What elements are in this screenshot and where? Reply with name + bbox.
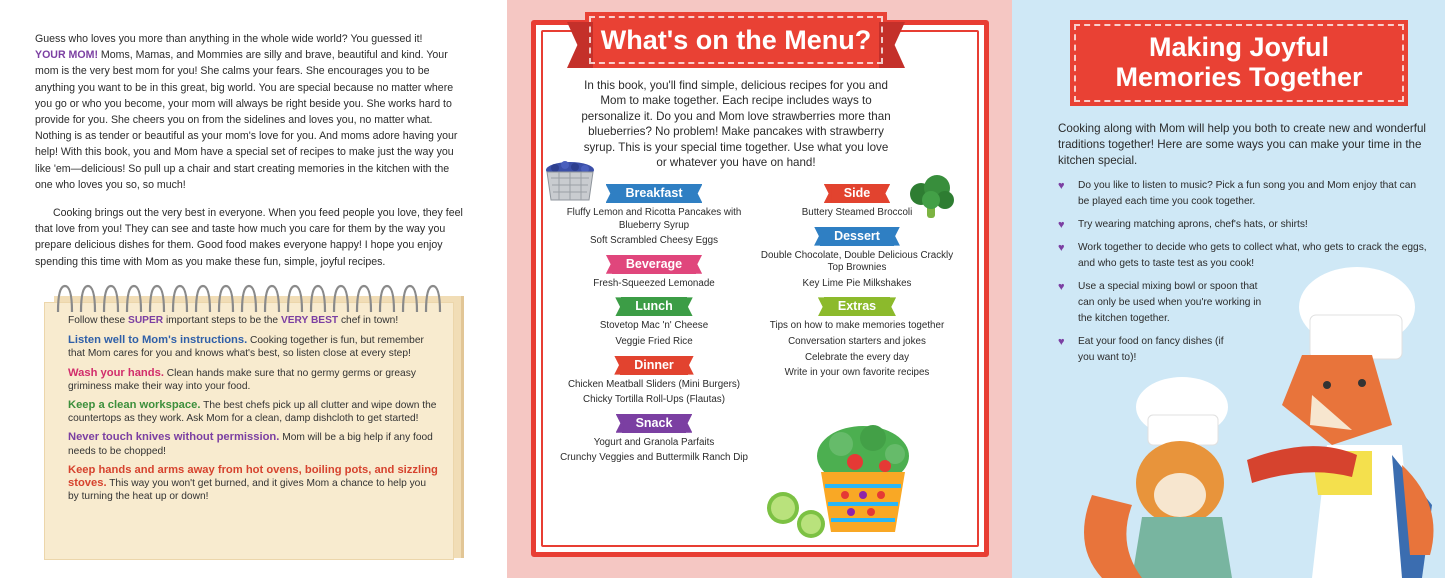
step-title: Wash your hands. xyxy=(68,366,164,379)
salad-bowl-illustration xyxy=(755,420,925,540)
category-label: Snack xyxy=(622,414,687,433)
menu-item: Veggie Fried Rice xyxy=(615,335,693,347)
heart-icon: ♥ xyxy=(1058,281,1065,293)
category-label: Dinner xyxy=(620,356,688,375)
your-mom-highlight: YOUR MOM! xyxy=(35,49,98,62)
notepad-spiral xyxy=(48,282,448,316)
category-label: Dessert xyxy=(820,227,894,246)
menu-page xyxy=(507,0,1012,578)
intro-paragraph-1 xyxy=(35,31,465,193)
category-label: Beverage xyxy=(612,255,696,274)
chef-steps xyxy=(68,314,438,509)
category-label: Extras xyxy=(824,297,890,316)
intro-p1-rest: Moms, Mamas, and Mommies are silly and brave, beautiful and kind. Your mom is the very best mom for you! She calms your fears. She encourages you to be anything you want to be in this great, big world. You are special because no matter where you go or who you become, your mom will always be right beside you. She works hard to provide for you. She cheers you on from the sidelines and loves you, no matter what. Nothing is as tender or beautiful as your mom's love for you. And moms adore having your help! With this book, you and Mom have a special set of recipes to make just the way you like 'em—delicious! So pull up a chair and start creating memories in the kitchen with the one who loves you so, so much! xyxy=(35,49,458,191)
tip-text: Try wearing matching aprons, chef's hats, or shirts! xyxy=(1078,219,1308,230)
menu-item: Buttery Steamed Broccoli xyxy=(801,207,913,218)
menu-category-beverage xyxy=(559,255,749,291)
menu-item: Crunchy Veggies and Buttermilk Ranch Dip xyxy=(560,452,748,464)
heart-icon: ♥ xyxy=(1058,242,1065,254)
memories-title-banner xyxy=(1070,20,1408,106)
fox-chefs-illustration xyxy=(1072,255,1445,578)
memories-title-line-1: Making Joyful xyxy=(1148,32,1330,62)
step-clean xyxy=(68,399,438,425)
category-label: Breakfast xyxy=(612,184,697,203)
menu-category-dinner xyxy=(559,356,749,407)
category-label: Lunch xyxy=(621,297,687,316)
menu-category-side xyxy=(757,184,957,220)
menu-item: Fluffy Lemon and Ricotta Pancakes with Blueberry Syrup xyxy=(566,207,742,231)
intro-p1-start: Guess who loves you more than anything in the whole wide world? You guessed it! xyxy=(35,33,423,45)
menu-intro: In this book, you'll find simple, delicious recipes for you and Mom to make together. Each recipe includes ways to personalize it. Do you and Mom love strawberries more than blueberries? No problem! Make pancakes with strawberry syrup. This is your special time together. Use what you love or whatever you have on hand! xyxy=(581,79,891,170)
lead-text-a: Follow these xyxy=(68,315,129,326)
memories-title-line-2: Memories Together xyxy=(1115,62,1363,92)
menu-item: Yogurt and Granola Parfaits xyxy=(593,436,715,448)
step-text: The best chefs pick up all clutter and wipe down the countertops as they work. Ask Mom for a clean, damp dishcloth to get started! xyxy=(68,400,437,425)
menu-title: What's on the Menu? xyxy=(600,25,872,55)
tip-text: Work together to decide who gets to collect what, who gets to crack the eggs, and who gets to taste test as you cook! xyxy=(1078,242,1427,269)
menu-item: Tips on how to make memories together xyxy=(769,320,945,332)
menu-category-breakfast xyxy=(559,184,749,248)
menu-item: Fresh-Squeezed Lemonade xyxy=(593,277,715,289)
step-listen xyxy=(68,334,438,360)
lead-text-c: chef in town! xyxy=(338,315,399,326)
menu-item: Soft Scrambled Cheesy Eggs xyxy=(590,235,718,247)
memories-intro: Cooking along with Mom will help you both to create new and wonderful traditions together! Here are some ways you can make your time in the kitchen special. xyxy=(1058,122,1426,167)
memories-page xyxy=(1012,0,1445,578)
menu-item: Conversation starters and jokes xyxy=(788,335,926,347)
menu-title-banner xyxy=(585,12,887,68)
menu-category-dessert xyxy=(757,227,957,291)
step-heat xyxy=(68,464,438,504)
steps-lead xyxy=(68,314,438,327)
heart-icon: ♥ xyxy=(1058,219,1065,231)
tip-item xyxy=(1058,178,1428,210)
menu-category-snack xyxy=(559,414,749,465)
category-label: Side xyxy=(830,184,884,203)
intro-paragraph-2: Cooking brings out the very best in everyone. When you feed people you love, they feel that love from you! They can see and taste how much you care for them by the way you prepare delicious dishes for them. Good food makes everyone happy! I hope you enjoy spending this time with Mom as you make these fun, simple, joyful recipes. xyxy=(35,207,463,268)
step-wash xyxy=(68,367,438,393)
notepad xyxy=(44,282,464,562)
menu-item: Double Chocolate, Double Delicious Crackly Top Brownies xyxy=(760,249,954,274)
tip-text: Do you like to listen to music? Pick a fun song you and Mom enjoy that can be played each time you cook together. xyxy=(1078,180,1417,207)
menu-item: Write in your own favorite recipes xyxy=(784,367,930,379)
step-title: Keep hands and arms away from hot ovens, boiling pots, and sizzling stoves. xyxy=(68,463,438,490)
tip-text: Use a special mixing bowl or spoon that can only be used when you're working in the kitchen together. xyxy=(1078,281,1262,324)
tip-text: Eat your food on fancy dishes (if you want to)! xyxy=(1078,336,1224,363)
menu-category-extras xyxy=(757,297,957,379)
step-text: Cooking together is fun, but remember that Mom cares for you and knows what's best, so listen close at every step! xyxy=(68,335,424,360)
menu-item: Key Lime Pie Milkshakes xyxy=(802,277,912,289)
step-title: Never touch knives without permission. xyxy=(68,431,280,444)
menu-column-right xyxy=(757,184,957,387)
lead-text-b: important steps to be the xyxy=(163,315,281,326)
menu-category-lunch xyxy=(559,297,749,348)
menu-item: Stovetop Mac 'n' Cheese xyxy=(599,320,709,332)
step-text: Clean hands make sure that no germy germs or greasy griminess make their way into your food. xyxy=(68,367,416,392)
step-knives xyxy=(68,431,438,457)
menu-item: Celebrate the every day xyxy=(804,351,909,363)
menu-item: Chicky Tortilla Roll-Ups (Flautas) xyxy=(583,394,725,406)
intro-text xyxy=(35,31,465,282)
lead-super: SUPER xyxy=(128,315,164,326)
step-text: This way you won't get burned, and it gives Mom a chance to help you by turning the heat up or down! xyxy=(68,478,427,503)
menu-item: Chicken Meatball Sliders (Mini Burgers) xyxy=(567,378,741,390)
menu-column-left xyxy=(559,184,749,472)
tip-item xyxy=(1058,217,1428,233)
heart-icon: ♥ xyxy=(1058,180,1065,192)
lead-very-best: VERY BEST xyxy=(280,315,339,326)
heart-icon: ♥ xyxy=(1058,336,1065,348)
left-page xyxy=(0,0,507,578)
step-text: Mom will be a big help if any food needs to be chopped! xyxy=(68,432,433,457)
step-title: Keep a clean workspace. xyxy=(68,399,201,412)
step-title: Listen well to Mom's instructions. xyxy=(68,334,248,347)
